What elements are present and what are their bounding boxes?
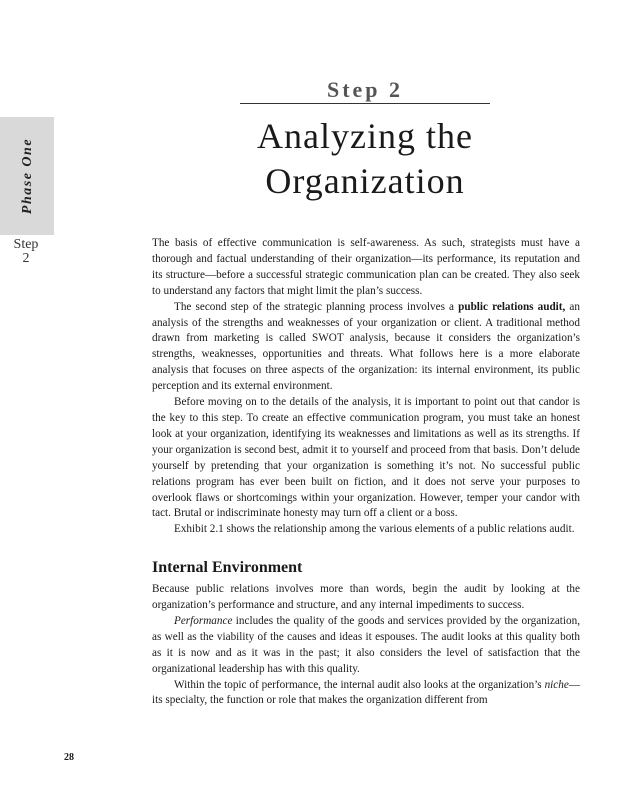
paragraph-audit-start: The second step of the strategic planning process involves a xyxy=(174,300,459,313)
niche-term: niche xyxy=(544,678,569,691)
paragraph-niche-end: —its specialty, the function or role that makes the organization different from xyxy=(152,678,580,707)
paragraph-niche xyxy=(152,678,580,710)
paragraph-niche-start: Within the topic of performance, the internal audit also looks at the organization’s xyxy=(174,678,545,691)
paragraph-exhibit: Exhibit 2.1 shows the relationship among the various elements of a public relations audit. xyxy=(174,523,575,536)
paragraph-internal: Because public relations involves more than words, begin the audit by looking at the organization’s performance and structure, and any internal impediments to success. xyxy=(152,583,580,612)
paragraph-performance xyxy=(152,614,580,678)
side-step-label: Step xyxy=(13,237,39,252)
heading-rule xyxy=(240,103,490,104)
side-step-marker xyxy=(4,238,48,266)
paragraph-intro: The basis of effective communication is self-awareness. As such, strategists must have a thorough and factual understanding of their organization—its performance, its reputation and its structure—before a successful strategic communication plan can be created. They also seek to understand any factors that might limit the plan’s success. xyxy=(152,237,580,297)
section-heading: Internal Environment xyxy=(152,559,303,577)
paragraph-audit xyxy=(152,300,580,395)
step-heading: Step 2 xyxy=(326,77,404,102)
audit-term: public relations audit, xyxy=(458,300,566,313)
paragraph-performance-rest: includes the quality of the goods and services provided by the organization, as well as the viability of the causes and ideas it espouses. The audit looks at this quality both as it is now and as it was in the past; it also considers the level of satisfaction that the organizational leadership has with this quality. xyxy=(152,614,580,675)
phase-label: Phase One xyxy=(20,137,35,215)
page-number: 28 xyxy=(64,752,74,763)
body-text xyxy=(152,236,580,709)
chapter-title-line-1: Analyzing the xyxy=(257,116,473,156)
paragraph-candor: Before moving on to the details of the analysis, it is important to point out that candor is the key to this step. To create an effective communication program, you must take an honest look at your organization, identifying its weaknesses and limitations as well as its strengths. If your organization is second best, admit it to yourself and proceed from that basis. Don’t delude yourself by pretending that your organization is something it’s not. No successful public relations program has ever been built on fiction, and it does not serve your purposes to overlook flaws or shortcomings within your organization. However, temper your candor with tact. Brutal or indiscriminate honesty may turn off a client or a boss. xyxy=(152,396,580,520)
paragraph-audit-end: an analysis of the strengths and weaknesses of your organization or client. A traditional method drawn from marketing is called SWOT analysis, because it considers the organization’s strengths, weaknesses, opportunities and threats. What follows here is a more elaborate analysis that focuses on three aspects of the organization: its internal environment, its public perception and its external environment. xyxy=(152,300,580,393)
chapter-title xyxy=(230,114,500,204)
performance-term: Performance xyxy=(174,614,233,627)
side-step-number: 2 xyxy=(22,251,30,266)
chapter-title-line-2: Organization xyxy=(265,161,465,201)
